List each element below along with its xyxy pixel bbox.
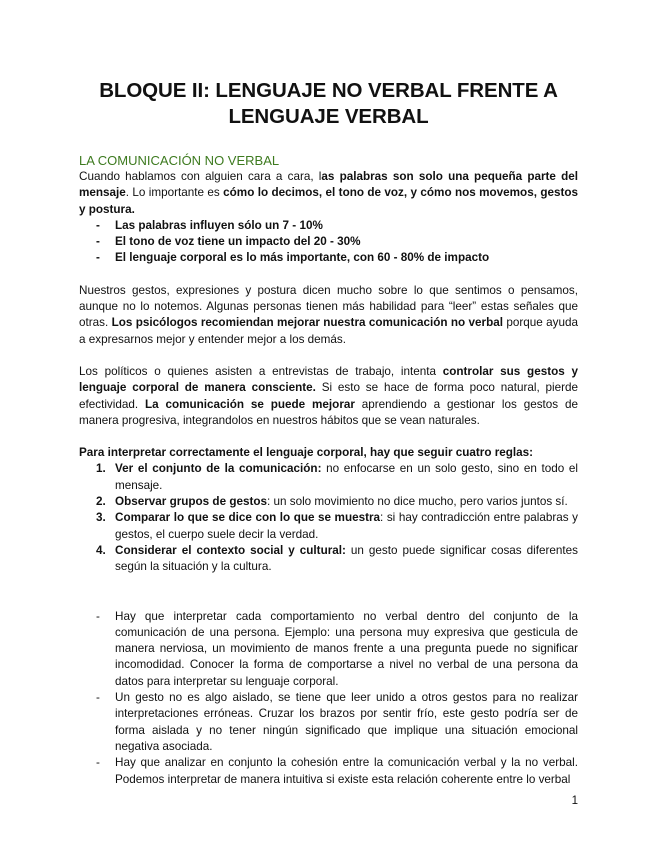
paragraph-gestures: Nuestros gestos, expresiones y postura dicen mucho sobre lo que sentimos o pensamos, aunque no lo notemos. Algunas personas tienen más habilidad para “leer” estas señales que otras. Los psicólogos recomiendan mejorar nuestra comunicación no verbal porque ayuda a expresarnos mejor y entender mejor a los demás. <box>79 283 578 346</box>
document-page <box>79 78 578 788</box>
notes-list <box>79 609 578 788</box>
list-item: 1. Ver el conjunto de la comunicación: no enfocarse en un solo gesto, sino en todo el mensaje. <box>96 462 578 492</box>
list-item: 2. Observar grupos de gestos: un solo movimiento no dice mucho, pero varios juntos sí. <box>96 495 568 509</box>
list-item: - Hay que interpretar cada comportamiento no verbal dentro del conjunto de la comunicación de una persona. Ejemplo: una persona muy expresiva que gesticula de manera nerviosa, un movimiento de manos frente a una pregunta puede no significar incomodidad. Conocer la forma de comportarse a nivel no verbal de una persona da datos para interpretar su lenguaje corporal. <box>79 609 578 690</box>
paragraph-politicians: Los políticos o quienes asisten a entrevistas de trabajo, intenta controlar sus gestos y lenguaje corporal de manera consciente. Si esto se hace de forma poco natural, pierde efectividad. La comunicación se puede mejorar aprendiendo a gestionar los gestos de manera progresiva, integrandolos en nuestros hábitos que se vean naturales. <box>79 364 578 427</box>
list-item: - Las palabras influyen sólo un 7 - 10% <box>79 218 578 234</box>
rules-list <box>79 461 578 575</box>
list-item: - El lenguaje corporal es lo más importante, con 60 - 80% de impacto <box>79 250 578 266</box>
list-item: 3. Comparar lo que se dice con lo que se muestra: si hay contradicción entre palabras y gestos, el cuerpo suele decir la verdad. <box>96 511 578 541</box>
stats-list <box>79 218 578 267</box>
section-heading: LA COMUNICACIÓN NO VERBAL <box>79 153 280 168</box>
list-item: 4. Considerar el contexto social y cultural: un gesto puede significar cosas diferentes según la situación y la cultura. <box>96 543 578 574</box>
rules-intro: Para interpretar correctamente el lenguaje corporal, hay que seguir cuatro reglas: <box>79 446 534 460</box>
list-item: - Un gesto no es algo aislado, se tiene que leer unido a otros gestos para no realizar interpretaciones erróneas. Cruzar los brazos por sentir frío, este gesto podría ser de forma aislada y no tener ningún significado que implique una situación emocional negativa asociada. <box>79 690 578 755</box>
page-title: BLOQUE II: LENGUAJE NO VERBAL FRENTE A LENGUAJE VERBAL <box>99 79 558 128</box>
page-number: 1 <box>571 795 578 807</box>
list-item: - El tono de voz tiene un impacto del 20 - 30% <box>79 234 578 250</box>
intro-paragraph: Cuando hablamos con alguien cara a cara, las palabras son solo una pequeña parte del mensaje. Lo importante es cómo lo decimos, el tono de voz, y cómo nos movemos, gestos y postura. <box>79 170 578 216</box>
list-item: - Hay que analizar en conjunto la cohesión entre la comunicación verbal y la no verbal. Podemos interpretar de manera intuitiva si existe esta relación coherente entre lo verbal <box>79 755 578 788</box>
